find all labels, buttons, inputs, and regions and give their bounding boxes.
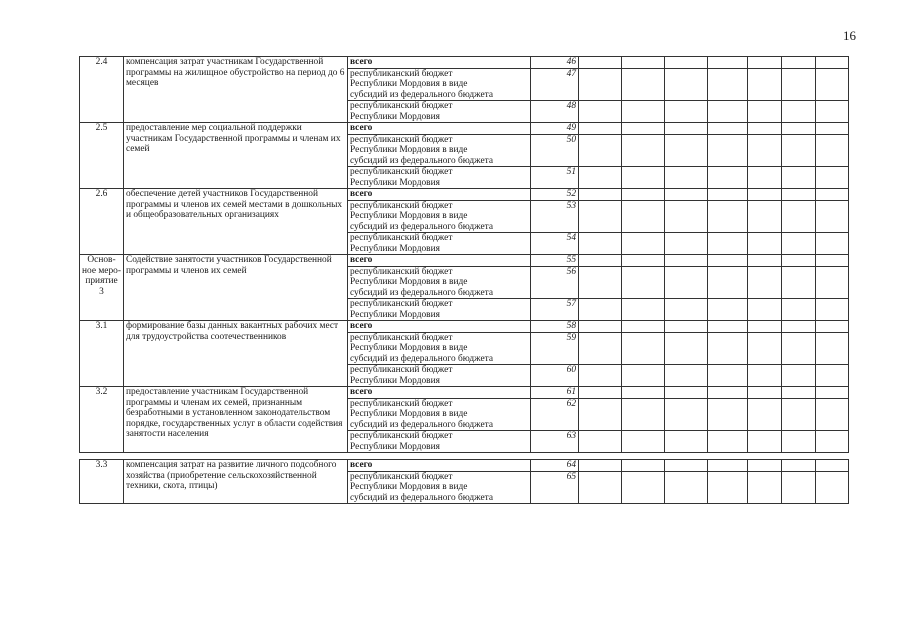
funding-source: [348, 431, 531, 453]
value-cell: [579, 68, 622, 101]
line-code: 59: [531, 332, 579, 365]
funding-source-line: субсидий из федерального бюджета: [350, 89, 493, 100]
line-code: 47: [531, 68, 579, 101]
value-cell: [665, 460, 708, 472]
value-cell: [782, 255, 816, 267]
funding-source: [348, 365, 531, 387]
funding-source-line: субсидий из федерального бюджета: [350, 287, 493, 298]
value-cell: [748, 255, 782, 267]
value-cell: [708, 431, 748, 453]
value-cell: [579, 123, 622, 135]
value-cell: [816, 233, 849, 255]
funding-source: всего: [348, 387, 531, 399]
value-cell: [816, 299, 849, 321]
funding-source-line: субсидий из федерального бюджета: [350, 221, 493, 232]
value-cell: [665, 233, 708, 255]
line-code: 60: [531, 365, 579, 387]
measure-name: обеспечение детей участников Государственной программы и членов их семей местами в дошкольных и общеобразовательных организациях: [124, 189, 348, 255]
value-cell: [748, 68, 782, 101]
value-cell: [665, 167, 708, 189]
value-cell: [708, 387, 748, 399]
row-number: 3.2: [80, 387, 124, 453]
value-cell: [708, 200, 748, 233]
value-cell: [782, 365, 816, 387]
value-cell: [708, 134, 748, 167]
value-cell: [708, 123, 748, 135]
funding-source-line: Республики Мордовия в виде: [350, 409, 468, 419]
value-cell: [816, 101, 849, 123]
value-cell: [665, 299, 708, 321]
value-cell: [579, 387, 622, 399]
value-cell: [579, 189, 622, 201]
page-number: 16: [843, 28, 856, 43]
value-cell: [782, 123, 816, 135]
value-cell: [622, 266, 665, 299]
value-cell: [748, 471, 782, 504]
row-number: 3.3: [80, 460, 124, 504]
funding-source: всего: [348, 460, 531, 472]
value-cell: [579, 266, 622, 299]
value-cell: [579, 101, 622, 123]
row-number: Основ-ное меро-приятие 3: [80, 255, 124, 321]
funding-source: всего: [348, 123, 531, 135]
value-cell: [816, 255, 849, 267]
value-cell: [708, 266, 748, 299]
value-cell: [708, 255, 748, 267]
value-cell: [748, 189, 782, 201]
value-cell: [665, 255, 708, 267]
value-cell: [708, 365, 748, 387]
value-cell: [708, 398, 748, 431]
value-cell: [816, 266, 849, 299]
value-cell: [748, 266, 782, 299]
value-cell: [782, 460, 816, 472]
funding-source-line: Республики Мордовия: [350, 243, 440, 254]
table-row: [80, 387, 849, 399]
line-code: 58: [531, 321, 579, 333]
table-row: [80, 57, 849, 69]
value-cell: [665, 321, 708, 333]
table-row: [80, 189, 849, 201]
value-cell: [622, 200, 665, 233]
funding-source: [348, 101, 531, 123]
value-cell: [708, 101, 748, 123]
value-cell: [665, 134, 708, 167]
value-cell: [782, 431, 816, 453]
funding-source-line: республиканский бюджет: [350, 200, 453, 211]
value-cell: [622, 398, 665, 431]
value-cell: [622, 471, 665, 504]
measure-name: предоставление участникам Государственной программы и членам их семей, признанным безработными в установленном законодательством порядке, государственных услуг в области содействия занятости населения: [124, 387, 348, 453]
funding-source-line: республиканский бюджет: [350, 332, 453, 343]
value-cell: [579, 321, 622, 333]
value-cell: [708, 321, 748, 333]
line-code: 57: [531, 299, 579, 321]
value-cell: [579, 255, 622, 267]
table-row: [80, 460, 849, 472]
value-cell: [748, 321, 782, 333]
line-code: 54: [531, 233, 579, 255]
value-cell: [748, 134, 782, 167]
funding-source-line: субсидий из федерального бюджета: [350, 492, 493, 503]
funding-source: [348, 134, 531, 167]
value-cell: [622, 167, 665, 189]
value-cell: [708, 332, 748, 365]
line-code: 49: [531, 123, 579, 135]
value-cell: [816, 431, 849, 453]
funding-source-line: Республики Мордовия в виде: [350, 79, 468, 89]
value-cell: [665, 189, 708, 201]
funding-source: [348, 398, 531, 431]
funding-source: всего: [348, 189, 531, 201]
value-cell: [748, 387, 782, 399]
value-cell: [622, 431, 665, 453]
value-cell: [622, 332, 665, 365]
value-cell: [665, 365, 708, 387]
value-cell: [622, 123, 665, 135]
value-cell: [816, 471, 849, 504]
value-cell: [748, 460, 782, 472]
value-cell: [579, 200, 622, 233]
value-cell: [622, 387, 665, 399]
value-cell: [782, 68, 816, 101]
funding-source-line: республиканский бюджет: [350, 365, 453, 375]
value-cell: [816, 460, 849, 472]
table-row: [80, 255, 849, 267]
line-code: 61: [531, 387, 579, 399]
value-cell: [782, 299, 816, 321]
line-code: 56: [531, 266, 579, 299]
value-cell: [782, 167, 816, 189]
value-cell: [579, 460, 622, 472]
line-code: 51: [531, 167, 579, 189]
value-cell: [748, 332, 782, 365]
value-cell: [622, 101, 665, 123]
value-cell: [816, 387, 849, 399]
value-cell: [622, 255, 665, 267]
funding-source-line: республиканский бюджет: [350, 68, 453, 79]
value-cell: [782, 134, 816, 167]
funding-source: [348, 471, 531, 504]
value-cell: [816, 134, 849, 167]
funding-source-line: Республики Мордовия: [350, 309, 440, 320]
value-cell: [782, 266, 816, 299]
funding-source-line: субсидий из федерального бюджета: [350, 353, 493, 364]
value-cell: [579, 431, 622, 453]
value-cell: [665, 398, 708, 431]
value-cell: [748, 398, 782, 431]
value-cell: [816, 365, 849, 387]
value-cell: [708, 471, 748, 504]
value-cell: [782, 332, 816, 365]
value-cell: [708, 460, 748, 472]
value-cell: [579, 233, 622, 255]
value-cell: [708, 68, 748, 101]
value-cell: [579, 398, 622, 431]
value-cell: [748, 200, 782, 233]
value-cell: [748, 365, 782, 387]
table-row: [80, 321, 849, 333]
value-cell: [665, 123, 708, 135]
value-cell: [665, 200, 708, 233]
line-code: 55: [531, 255, 579, 267]
value-cell: [782, 387, 816, 399]
row-number: 2.6: [80, 189, 124, 255]
value-cell: [748, 123, 782, 135]
value-cell: [579, 471, 622, 504]
funding-source-line: республиканский бюджет: [350, 299, 453, 309]
value-cell: [816, 167, 849, 189]
funding-source-line: субсидий из федерального бюджета: [350, 419, 493, 430]
row-number: 2.5: [80, 123, 124, 189]
value-cell: [708, 167, 748, 189]
value-cell: [748, 299, 782, 321]
funding-source-line: Республики Мордовия в виде: [350, 482, 468, 492]
value-cell: [579, 299, 622, 321]
row-gap: [80, 453, 849, 460]
value-cell: [748, 233, 782, 255]
funding-source-line: Республики Мордовия: [350, 177, 440, 188]
value-cell: [816, 123, 849, 135]
value-cell: [782, 471, 816, 504]
line-code: 64: [531, 460, 579, 472]
funding-source-line: Республики Мордовия: [350, 441, 440, 452]
measure-name: компенсация затрат на развитие личного подсобного хозяйства (приобретение сельскохозяйственной техники, скота, птицы): [124, 460, 348, 504]
funding-source: [348, 68, 531, 101]
funding-source: [348, 266, 531, 299]
table-row: [80, 123, 849, 135]
value-cell: [816, 68, 849, 101]
measure-name: Содействие занятости участников Государственной программы и членов их семей: [124, 255, 348, 321]
funding-source-line: Республики Мордовия: [350, 111, 440, 122]
value-cell: [579, 134, 622, 167]
value-cell: [782, 200, 816, 233]
funding-source: всего: [348, 321, 531, 333]
funding-source-line: республиканский бюджет: [350, 471, 453, 482]
line-code: 50: [531, 134, 579, 167]
value-cell: [748, 167, 782, 189]
value-cell: [579, 167, 622, 189]
funding-source: всего: [348, 255, 531, 267]
value-cell: [708, 233, 748, 255]
funding-source: [348, 332, 531, 365]
value-cell: [665, 266, 708, 299]
value-cell: [816, 398, 849, 431]
value-cell: [665, 387, 708, 399]
line-code: 65: [531, 471, 579, 504]
value-cell: [708, 189, 748, 201]
value-cell: [782, 101, 816, 123]
measure-name: предоставление мер социальной поддержки участникам Государственной программы и членам их семей: [124, 123, 348, 189]
line-code: 62: [531, 398, 579, 431]
value-cell: [748, 57, 782, 69]
funding-source-line: республиканский бюджет: [350, 266, 453, 277]
value-cell: [622, 321, 665, 333]
value-cell: [622, 460, 665, 472]
funding-source: [348, 233, 531, 255]
funding-source-line: субсидий из федерального бюджета: [350, 155, 493, 166]
value-cell: [622, 299, 665, 321]
funding-source-line: Республики Мордовия в виде: [350, 343, 468, 353]
value-cell: [782, 189, 816, 201]
funding-source-line: Республики Мордовия: [350, 375, 440, 386]
value-cell: [816, 332, 849, 365]
value-cell: [816, 200, 849, 233]
value-cell: [579, 332, 622, 365]
value-cell: [708, 57, 748, 69]
line-code: 46: [531, 57, 579, 69]
value-cell: [579, 365, 622, 387]
line-code: 48: [531, 101, 579, 123]
value-cell: [708, 299, 748, 321]
value-cell: [622, 68, 665, 101]
value-cell: [782, 398, 816, 431]
value-cell: [622, 134, 665, 167]
value-cell: [622, 365, 665, 387]
line-code: 63: [531, 431, 579, 453]
value-cell: [665, 57, 708, 69]
value-cell: [665, 101, 708, 123]
funding-source-line: Республики Мордовия в виде: [350, 145, 468, 155]
value-cell: [782, 321, 816, 333]
value-cell: [782, 57, 816, 69]
funding-source-line: республиканский бюджет: [350, 134, 453, 145]
funding-source: [348, 200, 531, 233]
program-funding-table: [79, 56, 849, 504]
value-cell: [816, 189, 849, 201]
value-cell: [665, 68, 708, 101]
value-cell: [622, 189, 665, 201]
value-cell: [622, 233, 665, 255]
line-code: 52: [531, 189, 579, 201]
measure-name: формирование базы данных вакантных рабочих мест для трудоустройства соотечественников: [124, 321, 348, 387]
funding-source-line: республиканский бюджет: [350, 431, 453, 441]
funding-source-line: республиканский бюджет: [350, 167, 453, 177]
funding-source-line: Республики Мордовия в виде: [350, 277, 468, 287]
value-cell: [748, 431, 782, 453]
row-number: 2.4: [80, 57, 124, 123]
value-cell: [665, 332, 708, 365]
row-number: 3.1: [80, 321, 124, 387]
funding-source-line: республиканский бюджет: [350, 101, 453, 111]
value-cell: [665, 431, 708, 453]
value-cell: [665, 471, 708, 504]
funding-source-line: республиканский бюджет: [350, 398, 453, 409]
line-code: 53: [531, 200, 579, 233]
value-cell: [622, 57, 665, 69]
value-cell: [579, 57, 622, 69]
value-cell: [816, 57, 849, 69]
funding-source: [348, 299, 531, 321]
funding-source-line: Республики Мордовия в виде: [350, 211, 468, 221]
funding-source-line: республиканский бюджет: [350, 233, 453, 243]
measure-name: компенсация затрат участникам Государственной программы на жилищное обустройство на период до 6 месяцев: [124, 57, 348, 123]
value-cell: [816, 321, 849, 333]
value-cell: [748, 101, 782, 123]
value-cell: [782, 233, 816, 255]
funding-source: всего: [348, 57, 531, 69]
funding-source: [348, 167, 531, 189]
